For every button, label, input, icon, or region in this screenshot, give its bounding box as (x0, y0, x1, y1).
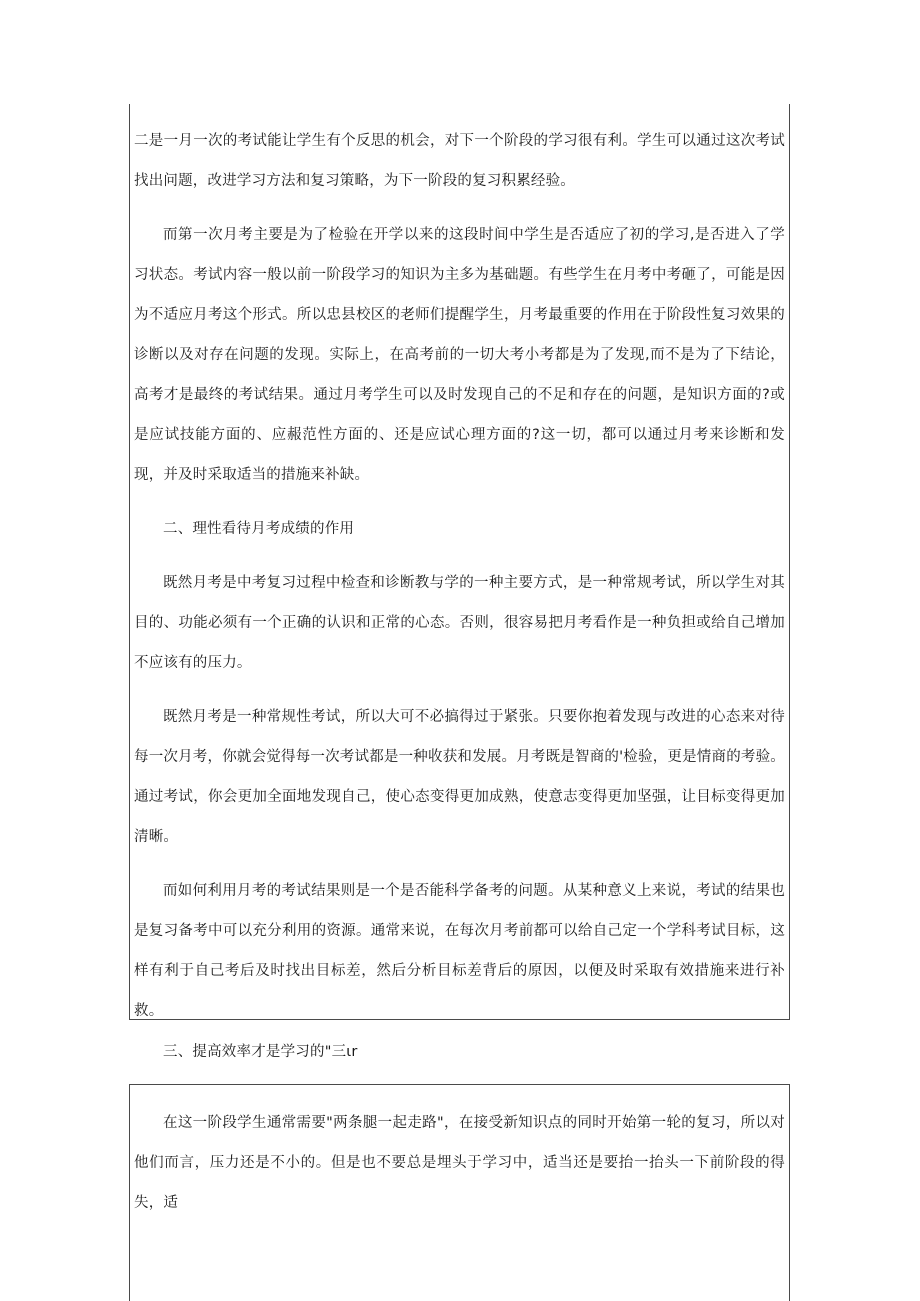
paragraph-reflection: 二是一月一次的考试能让学生有个反思的机会，对下一个阶段的学习很有利。学生可以通过这次考试找出问题，改进学习方法和复习策略，为下一阶段的复习积累经验。 (134, 133, 785, 189)
content-box-bottom (129, 1084, 790, 1301)
section-heading-rational-view: 二、理性看待月考成绩的作用 (163, 521, 355, 537)
paragraph-two-legs: 在这一阶段学生通常需要"两条腿一起走路"，在接受新知识点的同时开始第一轮的复习，所以对他们而言，压力还是不小的。但是也不要总是埋头于学习中，适当还是要抬一抬头一下前阶段的得失，适 (134, 1115, 785, 1211)
paragraph-no-pressure: 既然月考是一种常规性考试，所以大可不必搞得过于紧张。只要你抱着发现与改进的心态来对待每一次月考，你就会觉得每一次考试都是一种收获和发展。月考既是智商的'检验，更是情商的考验。通过考试，你会更加全面地发现自己，使心态变得更加成熟，使意志变得更加坚强，让目标变得更加清晰。 (134, 709, 785, 845)
paragraph-first-monthly-exam: 而第一次月考主要是为了检验在开学以来的这段时间中学生是否适应了初的学习,是否进入了学习状态。考试内容一般以前一阶段学习的知识为主多为基础题。有些学生在月考中考砸了，可能是因为不适应月考这个形式。所以忠县校区的老师们提醒学生，月考最重要的作用在于阶段性复习效果的诊断以及对存在问题的发现。实际上，在高考前的一切大考小考都是为了发现,而不是为了下结论，高考才是最终的考试结果。通过月考学生可以及时发现自己的不足和存在的问题，是知识方面的?或是应试技能方面的、应赧范性方面的、还是应试心理方面的?这一切，都可以通过月考来诊断和发现，并及时采取适当的措施来补缺。 (134, 227, 785, 483)
paragraph-use-results: 而如何利用月考的考试结果则是一个是否能科学备考的问题。从某种意义上来说，考试的结果也是复习备考中可以充分利用的资源。通常来说，在每次月考前都可以给自己定一个学科考试目标，这样有利于自己考后及时找出目标差，然后分析目标差背后的原因，以便及时采取有效措施来进行补救。 (134, 883, 785, 1019)
content-box-top (129, 104, 790, 1020)
section-heading-efficiency: 三、提高效率才是学习的"三ιr (163, 1044, 358, 1060)
paragraph-routine-exam: 既然月考是中考复习过程中检查和诊断教与学的一种主要方式，是一种常规考试，所以学生对其目的、功能必须有一个正确的认识和正常的心态。否则，很容易把月考看作是一种负担或给自己增加不应该有的压力。 (134, 575, 785, 671)
